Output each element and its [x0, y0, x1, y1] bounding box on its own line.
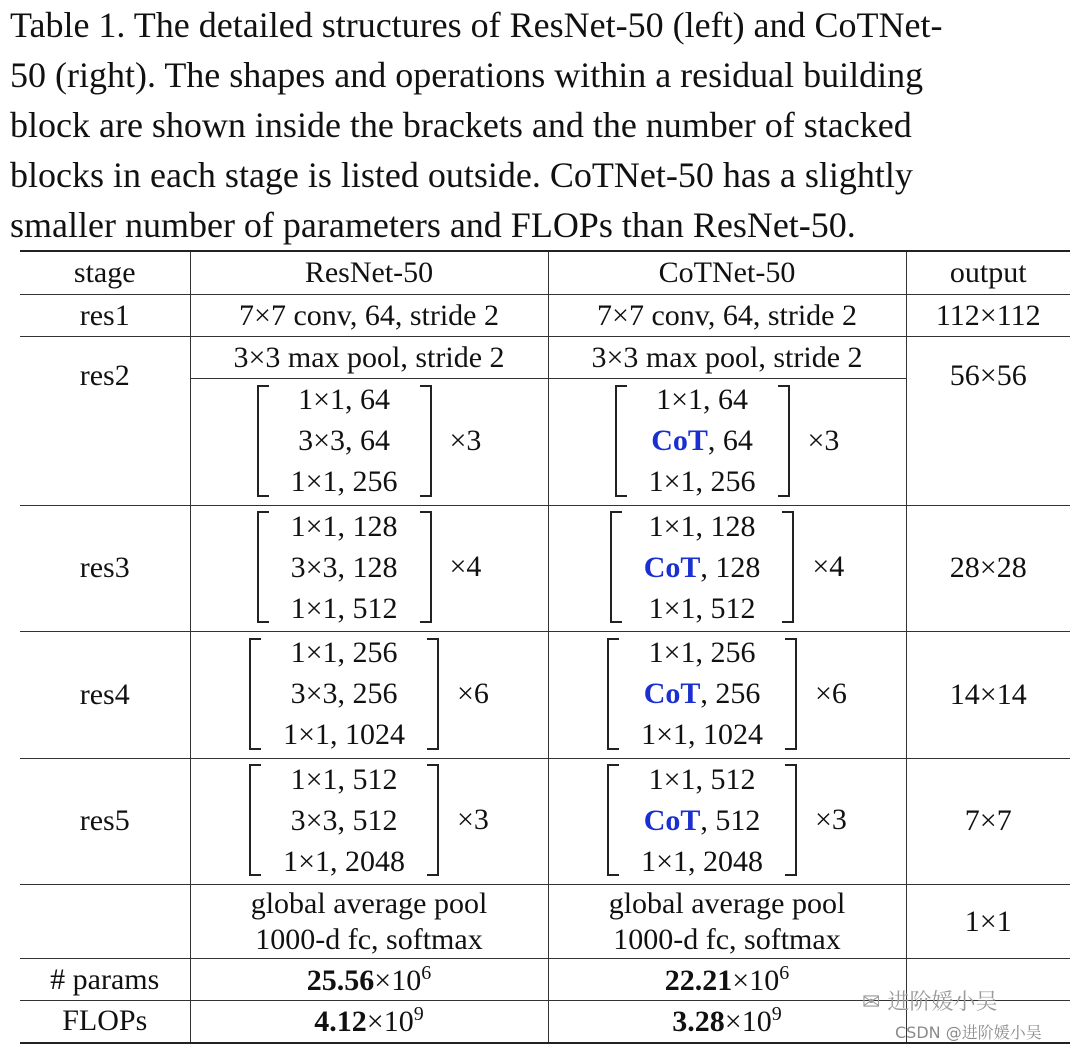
table-caption — [10, 0, 1080, 250]
resnet-pool-cell: 3×3 max pool, stride 2 — [190, 337, 548, 379]
header-output: output — [906, 251, 1070, 295]
block-line: 1×1, 128 — [290, 509, 398, 543]
block-line: 1×1, 2048 — [283, 844, 405, 878]
caption-line: Table 1. The detailed structures of ResNet-50 (left) and CoTNet- — [10, 5, 943, 45]
flops-exp: 9 — [413, 1003, 424, 1026]
head-line: global average pool — [250, 886, 488, 920]
block-line: 1×1, 256 — [290, 636, 398, 669]
block-multiplier: ×6 — [457, 676, 489, 710]
block-multiplier: ×3 — [449, 423, 482, 457]
resnet-block-cell — [190, 379, 548, 506]
block-line: 3×3, 128 — [290, 550, 398, 584]
flops-value: 3.28 — [672, 1005, 725, 1039]
watermark-text: 进阶媛小吴 — [887, 990, 998, 1015]
params-label: # params — [20, 959, 190, 1001]
caption-line: blocks in each stage is listed outside. CoTNet-50 has a slightly — [10, 155, 913, 195]
cotnet-block-cell — [548, 505, 906, 632]
output-cell: 56×56 — [906, 337, 1070, 506]
block-line: 1×1, 512 — [290, 762, 398, 796]
cotnet-block-cell — [548, 758, 906, 885]
params-exp: 6 — [421, 961, 432, 984]
caption-line: 50 (right). The shapes and operations within a residual building — [10, 55, 924, 95]
block-line: 1×1, 64 — [656, 383, 748, 416]
cotnet-flops-cell — [548, 1001, 906, 1043]
block-line: 1×1, 128 — [648, 509, 756, 543]
table-row — [20, 295, 1070, 337]
stage-cell: res1 — [20, 295, 190, 337]
block-multiplier: ×4 — [449, 550, 482, 583]
head-line: 1000-d fc, softmax — [255, 922, 483, 956]
block-line: 1×1, 512 — [290, 591, 398, 625]
block-line: 1×1, 512 — [648, 591, 756, 625]
params-mult: ×10 — [732, 963, 780, 997]
wechat-icon: ✉ — [862, 990, 881, 1015]
output-cell: 14×14 — [906, 632, 1070, 759]
block-line — [644, 547, 761, 588]
cotnet-pool-cell: 3×3 max pool, stride 2 — [548, 337, 906, 379]
header-resnet: ResNet-50 — [190, 251, 548, 295]
block-line: 1×1, 256 — [290, 465, 398, 498]
resnet-block-cell — [190, 505, 548, 632]
block-line-suffix: , 256 — [700, 677, 761, 710]
stage-cell: res2 — [20, 337, 190, 506]
head-line: global average pool — [608, 886, 846, 920]
header-cotnet: CoTNet-50 — [548, 251, 906, 295]
block-multiplier: ×6 — [815, 676, 847, 710]
table-row — [20, 337, 1070, 379]
caption-line: smaller number of parameters and FLOPs than ResNet-50. — [10, 205, 856, 245]
architecture-table — [20, 250, 1070, 1044]
block-line: 3×3, 64 — [298, 424, 390, 457]
flops-value: 4.12 — [314, 1005, 367, 1039]
cotnet-block-cell — [548, 379, 906, 506]
block-line — [649, 420, 756, 461]
resnet-block-cell — [190, 758, 548, 885]
block-line: 1×1, 256 — [648, 636, 756, 669]
output-cell: 28×28 — [906, 505, 1070, 632]
caption-line: block are shown inside the brackets and the number of stacked — [10, 105, 912, 145]
params-mult: ×10 — [374, 963, 422, 997]
block-line: 1×1, 256 — [648, 465, 756, 498]
cot-label: CoT — [643, 803, 701, 837]
output-cell: 112×112 — [906, 295, 1070, 337]
output-cell: 1×1 — [906, 885, 1070, 959]
block-line-suffix: , 128 — [700, 550, 761, 584]
block-line: 3×3, 256 — [290, 677, 398, 710]
flops-exp: 9 — [771, 1003, 782, 1026]
block-multiplier: ×3 — [457, 803, 489, 836]
stage-cell: res4 — [20, 632, 190, 759]
table-row — [20, 885, 1070, 959]
cotnet-block-cell — [548, 632, 906, 759]
block-line: 1×1, 512 — [648, 762, 756, 796]
table-row — [20, 505, 1070, 632]
cot-label: CoT — [643, 677, 701, 710]
resnet-block-cell — [190, 632, 548, 759]
block-line: 1×1, 1024 — [641, 718, 763, 751]
params-value: 25.56 — [306, 963, 375, 997]
stage-cell: res5 — [20, 758, 190, 885]
block-line — [641, 800, 763, 841]
cot-label: CoT — [651, 424, 708, 457]
resnet-head-cell — [190, 885, 548, 959]
watermark-csdn: CSDN @进阶媛小吴 — [895, 1023, 1042, 1042]
block-line: 3×3, 512 — [290, 803, 398, 837]
block-line-suffix: , 512 — [700, 803, 761, 837]
block-multiplier: ×4 — [812, 550, 845, 583]
resnet-flops-cell — [190, 1001, 548, 1043]
params-exp: 6 — [779, 961, 790, 984]
cotnet-params-cell — [548, 959, 906, 1001]
block-multiplier: ×3 — [815, 803, 847, 836]
block-multiplier: ×3 — [807, 423, 840, 457]
watermark-wechat — [862, 985, 997, 1016]
cotnet-cell: 7×7 conv, 64, stride 2 — [548, 295, 906, 337]
resnet-cell: 7×7 conv, 64, stride 2 — [190, 295, 548, 337]
resnet-params-cell — [190, 959, 548, 1001]
cotnet-head-cell — [548, 885, 906, 959]
block-line: 1×1, 1024 — [283, 718, 405, 751]
stage-cell-empty — [20, 885, 190, 959]
table-header-row — [20, 251, 1070, 295]
stage-cell: res3 — [20, 505, 190, 632]
header-stage: stage — [20, 251, 190, 295]
cot-label: CoT — [643, 550, 701, 584]
table-row — [20, 758, 1070, 885]
flops-mult: ×10 — [724, 1005, 772, 1039]
block-line — [641, 673, 763, 714]
block-line: 1×1, 64 — [298, 383, 390, 416]
head-line: 1000-d fc, softmax — [613, 922, 841, 956]
block-line: 1×1, 2048 — [641, 844, 763, 878]
output-cell: 7×7 — [906, 758, 1070, 885]
flops-label: FLOPs — [20, 1001, 190, 1043]
flops-mult: ×10 — [366, 1005, 414, 1039]
params-value: 22.21 — [664, 963, 733, 997]
table-row — [20, 632, 1070, 759]
block-line-suffix: , 64 — [707, 424, 753, 457]
